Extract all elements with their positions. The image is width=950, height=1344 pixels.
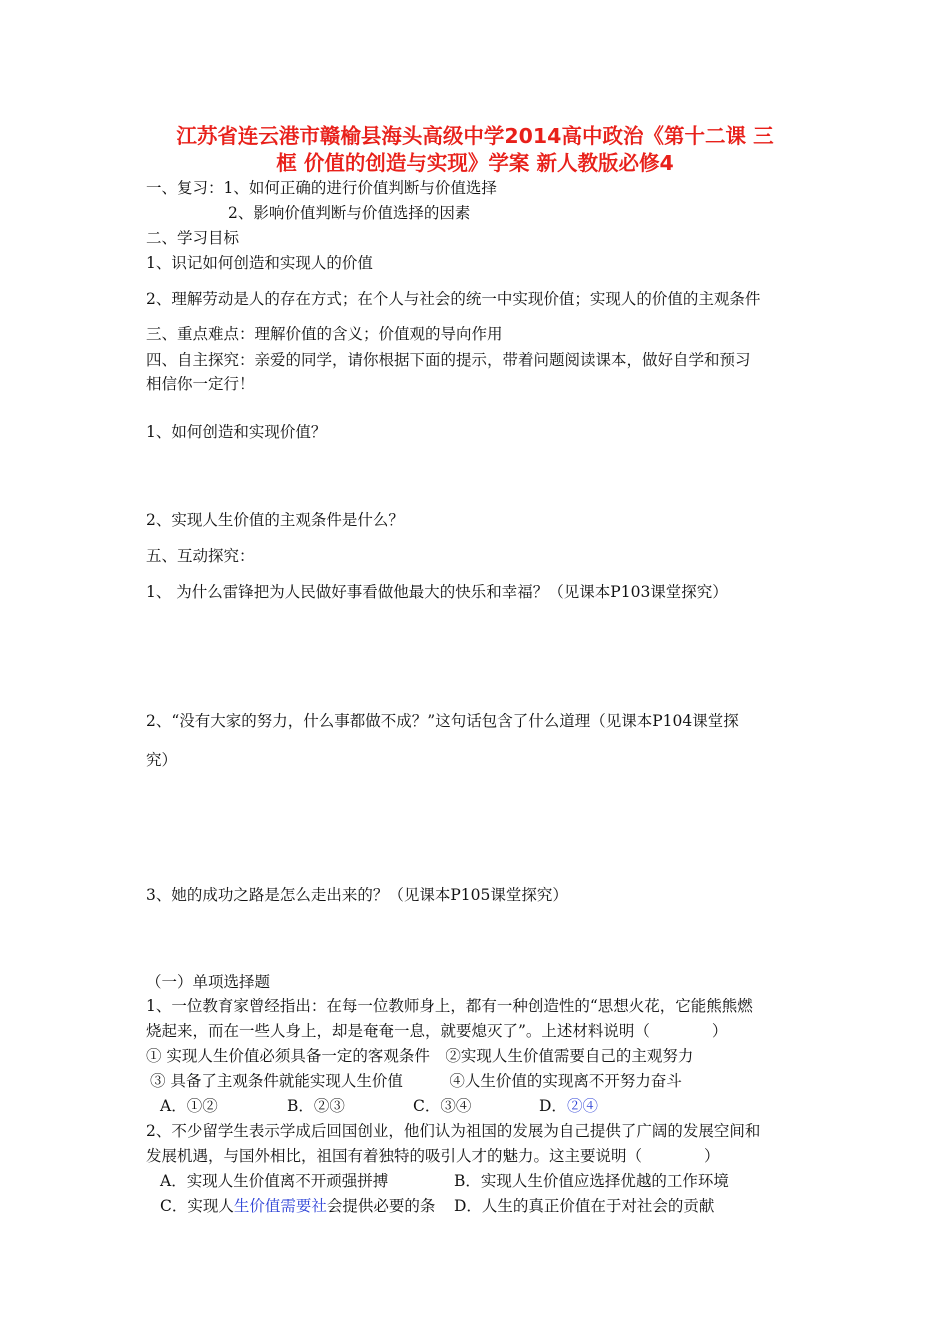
mcq-heading: （一）单项选择题 [146,973,271,991]
goals-heading: 二、学习目标 [146,229,240,247]
mcq-q2-line-2: 发展机遇，与国外相比，祖国有着独特的吸引人才的魅力。这主要说明（ ） [146,1147,720,1165]
mcq-q2-choice-c-pre: C．实现人 [160,1197,234,1215]
mcq-q1-choice-c: C．③④ [413,1097,472,1115]
goals-item-1: 1、识记如何创造和实现人的价值 [146,254,373,272]
self-study-question-1: 1、如何创造和实现价值？ [146,423,327,441]
interactive-question-3: 3、她的成功之路是怎么走出来的？（见课本P105课堂探究） [146,886,568,904]
mcq-q1-options-line-2: ③ 具备了主观条件就能实现人生价值 ④人生价值的实现离不开努力奋斗 [150,1072,682,1090]
review-item-2: 2、影响价值判断与价值选择的因素 [228,204,471,222]
mcq-q2-choice-c-post: 会提供必要的条 [326,1197,436,1215]
self-study-question-2: 2、实现人生价值的主观条件是什么？ [146,511,404,529]
mcq-q1-choice-b: B．②③ [287,1097,345,1115]
mcq-q1-choice-d-value: ②④ [566,1097,598,1115]
mcq-q1-options-line-1: ① 实现人生价值必须具备一定的客观条件 ②实现人生价值需要自己的主观努力 [146,1047,694,1065]
mcq-q2-choice-c-highlight: 生价值需要社 [233,1197,327,1215]
review-heading: 一、复习：1、如何正确的进行价值判断与价值选择 [146,179,497,197]
mcq-q2-choice-d: D．人生的真正价值在于对社会的贡献 [454,1197,715,1215]
key-points: 三、重点难点：理解价值的含义；价值观的导向作用 [146,325,503,343]
mcq-q1-line-1: 1、一位教育家曾经指出：在每一位教师身上，都有一种创造性的“思想火花，它能熊熊燃 [146,997,753,1015]
mcq-q2-line-1: 2、不少留学生表示学成后回国创业，他们认为祖国的发展为自己提供了广阔的发展空间和 [146,1122,761,1140]
mcq-q2-choice-a: A．实现人生价值离不开顽强拼搏 [160,1172,389,1190]
mcq-q1-line-2: 烧起来，而在一些人身上，却是奄奄一息，就要熄灭了”。上述材料说明（ ） [146,1022,728,1040]
self-study-line-2: 相信你一定行！ [146,375,255,393]
mcq-q1-choice-a: A．①② [160,1097,218,1115]
mcq-q2-choice-c [160,1196,435,1216]
document-title-line-1: 江苏省连云港市赣榆县海头高级中学2014高中政治《第十二课 三 [176,124,774,148]
interactive-heading: 五、互动探究： [146,547,255,565]
interactive-question-2-line-1: 2、“没有大家的努力，什么事都做不成？”这句话包含了什么道理（见课本P104课堂探 [146,712,739,730]
interactive-question-1: 1、 为什么雷锋把为人民做好事看做他最大的快乐和幸福？（见课本P103课堂探究） [146,583,728,601]
document-title-line-2: 框 价值的创造与实现》学案 新人教版必修4 [276,151,674,175]
mcq-q1-choice-d [539,1096,598,1116]
interactive-question-2-line-2: 究） [146,751,178,769]
mcq-q2-choice-b: B．实现人生价值应选择优越的工作环境 [454,1172,729,1190]
goals-item-2: 2、理解劳动是人的存在方式；在个人与社会的统一中实现价值；实现人的价值的主观条件 [146,290,761,308]
self-study-line-1: 四、自主探究：亲爱的同学，请你根据下面的提示，带着问题阅读课本，做好自学和预习 [146,351,751,369]
mcq-q1-choice-d-label: D． [539,1097,567,1115]
